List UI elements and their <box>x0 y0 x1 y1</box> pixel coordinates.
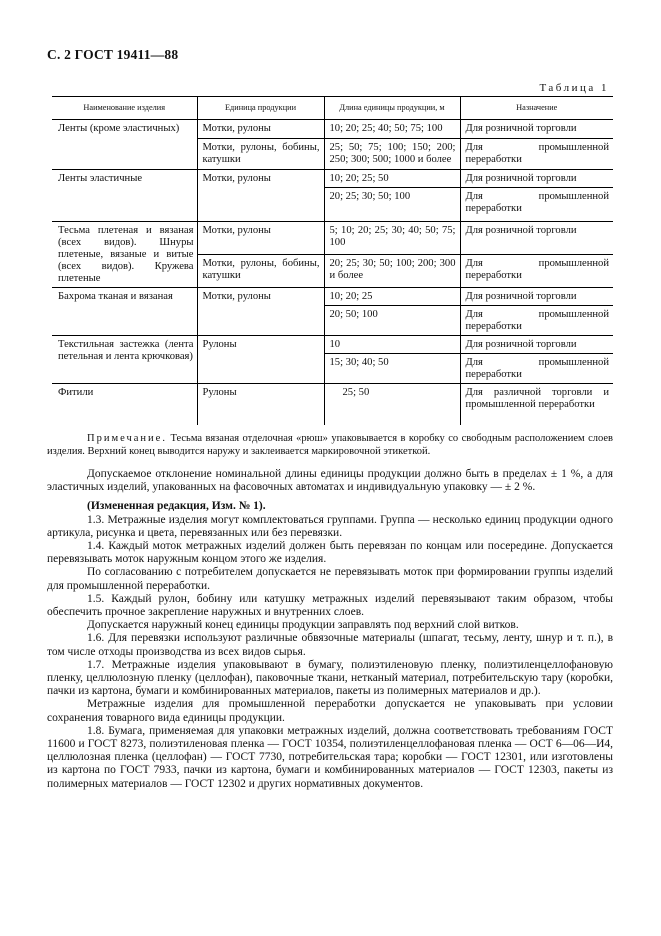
paragraph: 1.7. Метражные изделия упаковывают в бумагу, полиэтиленовую пленку, полиэтиленцеллофановую пленку, целлюлозную пленку (целлофан), паковочные ткани, нетканый материал, потребительскую тару (коробки, пачки из картона, бумаги и комбинированных материалов, пакеты из полимерных материалов и др.). <box>47 658 613 698</box>
table-row <box>52 336 613 354</box>
purpose-cell: Для розничной торговли <box>460 170 613 188</box>
length-cell: 10; 20; 25 <box>324 288 460 306</box>
note-label: Примечание. <box>87 433 167 444</box>
purpose-cell: Для различной торговли и промышленной переработки <box>460 384 613 426</box>
purpose-cell: Для розничной торговли <box>460 288 613 306</box>
column-header-name: Наименование изделия <box>52 97 197 120</box>
paragraph: 1.3. Метражные изделия могут комплектоваться группами. Группа — несколько единиц продукции одного артикула, рисунка и цвета, перевязанных или без перевязки. <box>47 513 613 539</box>
note-text: Тесьма вязаная отделочная «рюш» упаковывается в коробку со свободным расположением слоев изделия. Верхний конец выводится наружу и заклеивается маркировочной этикеткой. <box>47 433 614 457</box>
product-name-cell: Ленты эластичные <box>52 170 197 222</box>
paragraph: 1.6. Для перевязки используют различные обвязочные материалы (шпагат, тесьму, ленту, шнур и т. п.), в том числе отходы производства из всех видов сырья. <box>47 632 613 658</box>
length-cell: 20; 25; 30; 50; 100; 200; 300 и более <box>324 255 460 288</box>
length-cell: 25; 50; 75; 100; 150; 200; 250; 300; 500; 1000 и более <box>324 138 460 169</box>
unit-cell: Мотки, рулоны <box>197 120 324 139</box>
length-cell: 5; 10; 20; 25; 30; 40; 50; 75; 100 <box>324 222 460 255</box>
amendment-note: (Измененная редакция, Изм. № 1). <box>87 500 266 513</box>
product-name-cell: Фитили <box>58 387 94 398</box>
purpose-cell: Для промышленной переработки <box>460 138 613 169</box>
table-row <box>52 120 613 139</box>
unit-cell: Рулоны <box>197 384 324 426</box>
length-cell: 20; 25; 30; 50; 100 <box>324 188 460 222</box>
purpose-cell: Для розничной торговли <box>460 222 613 255</box>
length-cell: 25; 50 <box>324 384 460 426</box>
table-row <box>52 288 613 306</box>
unit-cell: Мотки, рулоны <box>197 222 324 255</box>
column-header-length: Длина единицы продукции, м <box>324 97 460 120</box>
unit-cell: Мотки, рулоны <box>197 170 324 222</box>
purpose-cell: Для розничной торговли <box>460 120 613 139</box>
table-row <box>52 170 613 188</box>
length-cell: 15; 30; 40; 50 <box>324 354 460 384</box>
product-name-cell: Бахрома тканая и вязаная <box>52 288 197 336</box>
paragraph: 1.5. Каждый рулон, бобину или катушку метражных изделий перевязывают таким образом, чтобы обеспечить прочное закрепление наружных и внутренних слоев. <box>47 592 613 619</box>
specification-table <box>52 96 613 425</box>
body-text <box>47 468 613 791</box>
table-row <box>52 222 613 255</box>
length-cell: 20; 50; 100 <box>324 306 460 336</box>
product-name-cell: Тесьма плетеная и вязаная (всех видов). Шнуры плетеные, вязаные и витые (всех видов). Кружева плетеные <box>52 222 197 288</box>
unit-cell: Рулоны <box>197 336 324 384</box>
length-cell: 10; 20; 25; 40; 50; 75; 100 <box>324 120 460 139</box>
purpose-cell: Для промышленной переработки <box>460 255 613 288</box>
length-cell: 10 <box>324 336 460 354</box>
table-header-row <box>52 97 613 120</box>
unit-cell: Мотки, рулоны <box>197 288 324 336</box>
unit-cell: Мотки, рулоны, бобины, катушки <box>197 138 324 169</box>
table-caption: Таблица 1 <box>539 82 609 94</box>
unit-cell: Мотки, рулоны, бобины, катушки <box>197 255 324 288</box>
product-name-cell: Ленты (кроме эластичных) <box>52 120 197 170</box>
paragraph: 1.8. Бумага, применяемая для упаковки метражных изделий, должна соответствовать требованиям ГОСТ 11600 и ГОСТ 8273, полиэтиленовая пленка — ГОСТ 10354, полиэтиленцеллофановая пленка — ОСТ 6—06—И4, целлюлозная пленка (целлофан) — ГОСТ 7730, потребительская тара; коробки — ГОСТ 12301, или изготовлены из картона по ГОСТ 7933, пачки из картона, бумаги и комбинированных материалов — ГОСТ 12303, пакеты из полимерных материалов — ГОСТ 12302 и других нормативных документов. <box>47 724 613 790</box>
length-cell: 10; 20; 25; 50 <box>324 170 460 188</box>
paragraph: 1.4. Каждый моток метражных изделий должен быть перевязан по концам или посередине. Допускается перевязывать моток наружным концом этого же изделия. <box>47 540 613 566</box>
purpose-cell: Для промышленной переработки <box>460 188 613 222</box>
column-header-purpose: Назначение <box>460 97 613 120</box>
paragraph: Метражные изделия для промышленной переработки допускается не упаковывать при условии сохранения товарного вида единицы продукции. <box>47 698 613 724</box>
table-note <box>47 432 613 458</box>
paragraph: Допускаемое отклонение номинальной длины единицы продукции должно быть в пределах ± 1 %, а для эластичных изделий, упакованных на фасовочных автоматах и индивидуальную упаковку — ± 2 %. <box>47 468 613 494</box>
table-row <box>52 384 613 426</box>
product-name-cell: Текстильная застежка (лента петельная и лента крючковая) <box>52 336 197 384</box>
paragraph: Допускается наружный конец единицы продукции заправлять под верхний слой витков. <box>87 619 519 632</box>
paragraph: По согласованию с потребителем допускается не перевязывать моток при формировании группы изделий для промышленной переработки. <box>47 566 613 592</box>
purpose-cell: Для промышленной переработки <box>460 306 613 336</box>
page-header: С. 2 ГОСТ 19411—88 <box>47 47 179 62</box>
purpose-cell: Для розничной торговли <box>460 336 613 354</box>
column-header-unit: Единица продукции <box>197 97 324 120</box>
purpose-cell: Для промышленной переработки <box>460 354 613 384</box>
